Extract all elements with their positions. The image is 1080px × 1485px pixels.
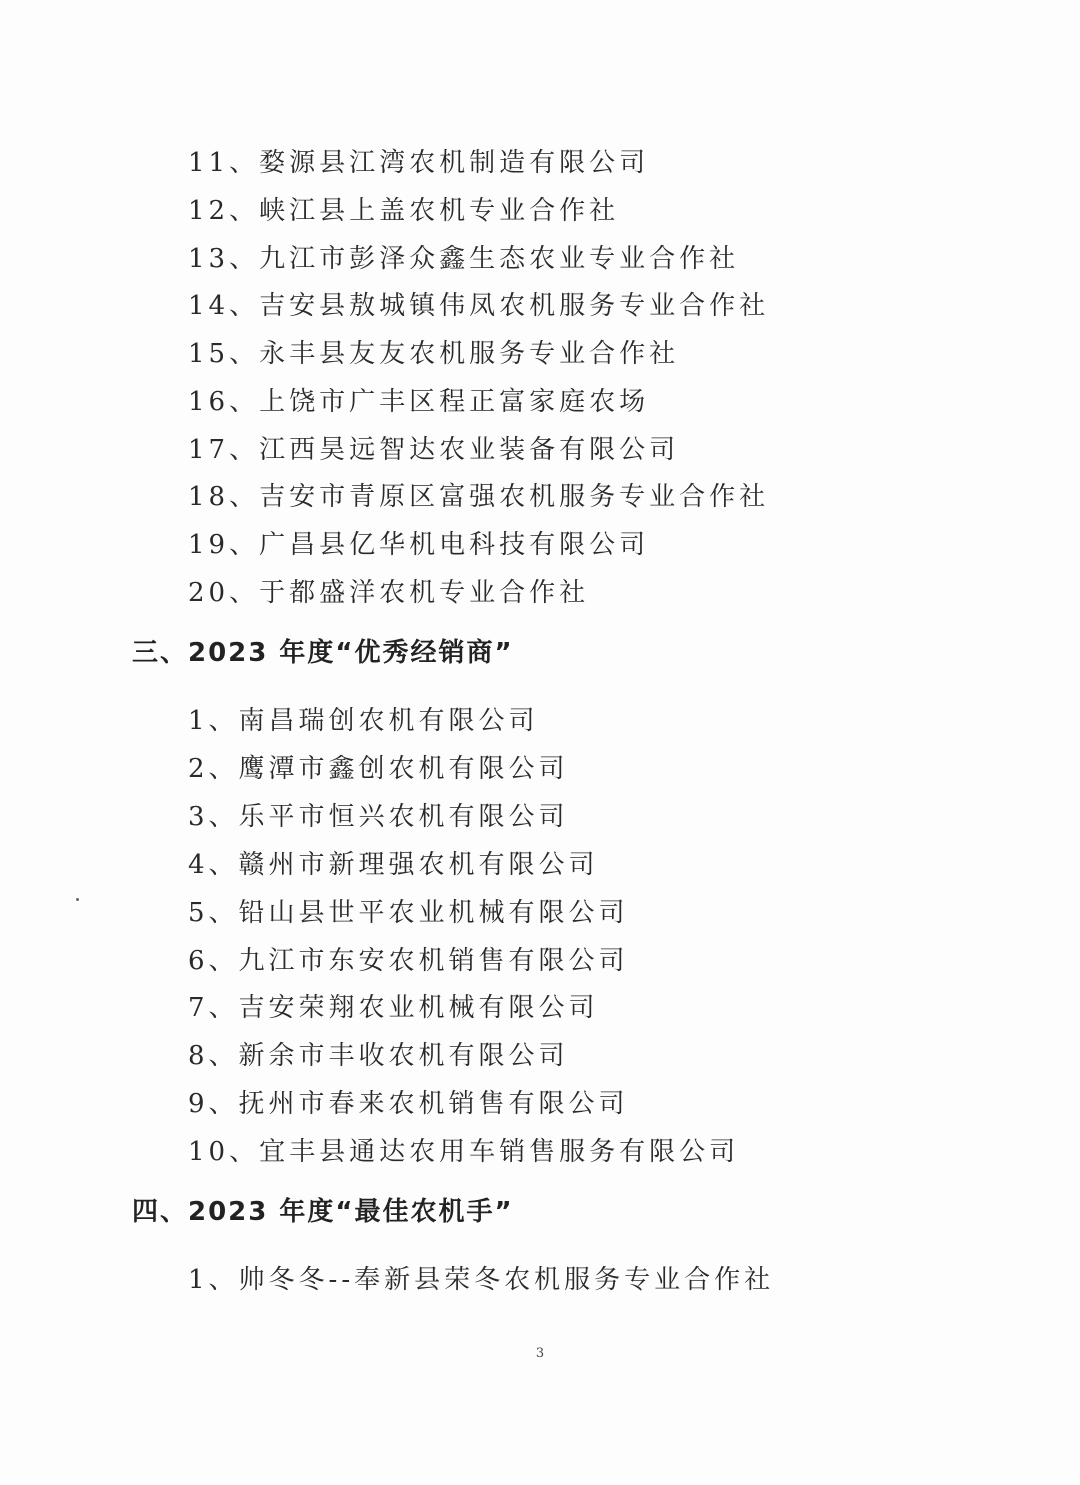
item-text: 吉安荣翔农业机械有限公司 xyxy=(238,993,599,1023)
item-text: 永丰县友友农机服务专业合作社 xyxy=(259,339,680,369)
item-number: 1、 xyxy=(188,706,239,736)
page-number: 3 xyxy=(535,1346,545,1361)
list-item xyxy=(188,191,619,231)
list-item xyxy=(188,430,679,470)
list-item xyxy=(188,143,649,183)
item-text: 抚州市春来农机销售有限公司 xyxy=(238,1089,629,1119)
list-item xyxy=(188,525,649,565)
item-text: 鹰潭市鑫创农机有限公司 xyxy=(238,754,569,784)
item-number: 11、 xyxy=(188,148,260,178)
item-text: 九江市东安农机销售有限公司 xyxy=(238,946,629,976)
list-item xyxy=(188,1260,774,1300)
list-item xyxy=(188,941,629,981)
item-number: 4、 xyxy=(188,850,239,880)
item-text: 婺源县江湾农机制造有限公司 xyxy=(259,148,650,178)
item-text: 广昌县亿华机电科技有限公司 xyxy=(259,530,650,560)
item-text: 上饶市广丰区程正富家庭农场 xyxy=(259,387,650,417)
list-item xyxy=(188,893,629,933)
list-item xyxy=(188,1132,739,1172)
list-item xyxy=(188,382,649,422)
item-text: 江西昊远智达农业装备有限公司 xyxy=(259,435,680,465)
item-number: 3、 xyxy=(188,802,239,832)
item-number: 1、 xyxy=(188,1265,239,1295)
item-number: 13、 xyxy=(188,244,260,274)
item-number: 10、 xyxy=(188,1137,260,1167)
item-number: 18、 xyxy=(188,482,260,512)
item-text: 帅冬冬--奉新县荣冬农机服务专业合作社 xyxy=(238,1265,775,1295)
item-text: 新余市丰收农机有限公司 xyxy=(238,1041,569,1071)
item-number: 12、 xyxy=(188,196,260,226)
item-number: 19、 xyxy=(188,530,260,560)
item-text: 峡江县上盖农机专业合作社 xyxy=(259,196,620,226)
item-number: 8、 xyxy=(188,1041,239,1071)
list-item xyxy=(188,239,739,279)
item-text: 吉安市青原区富强农机服务专业合作社 xyxy=(259,482,770,512)
item-number: 14、 xyxy=(188,291,260,321)
list-item xyxy=(188,477,769,517)
item-number: 17、 xyxy=(188,435,260,465)
list-item xyxy=(188,749,569,789)
item-text: 九江市彭泽众鑫生态农业专业合作社 xyxy=(259,244,740,274)
list-item xyxy=(188,573,589,613)
item-number: 6、 xyxy=(188,946,239,976)
item-text: 于都盛洋农机专业合作社 xyxy=(259,578,590,608)
list-item xyxy=(188,701,539,741)
item-number: 15、 xyxy=(188,339,260,369)
item-number: 9、 xyxy=(188,1089,239,1119)
list-item xyxy=(188,845,599,885)
list-item xyxy=(188,797,569,837)
item-text: 铅山县世平农业机械有限公司 xyxy=(238,898,629,928)
item-text: 吉安县敖城镇伟凤农机服务专业合作社 xyxy=(259,291,770,321)
item-text: 赣州市新理强农机有限公司 xyxy=(238,850,599,880)
item-number: 5、 xyxy=(188,898,239,928)
list-item xyxy=(188,286,769,326)
item-number: 16、 xyxy=(188,387,260,417)
list-item xyxy=(188,334,679,374)
list-item xyxy=(188,1084,629,1124)
section-four-heading: 四、2023 年度“最佳农机手” xyxy=(132,1197,514,1227)
item-text: 南昌瑞创农机有限公司 xyxy=(238,706,539,736)
scan-speck xyxy=(76,898,79,901)
item-number: 20、 xyxy=(188,578,260,608)
item-text: 乐平市恒兴农机有限公司 xyxy=(238,802,569,832)
item-number: 2、 xyxy=(188,754,239,784)
item-number: 7、 xyxy=(188,993,239,1023)
item-text: 宜丰县通达农用车销售服务有限公司 xyxy=(259,1137,740,1167)
list-item xyxy=(188,1036,569,1076)
section-three-heading: 三、2023 年度“优秀经销商” xyxy=(132,638,514,668)
list-item xyxy=(188,988,599,1028)
